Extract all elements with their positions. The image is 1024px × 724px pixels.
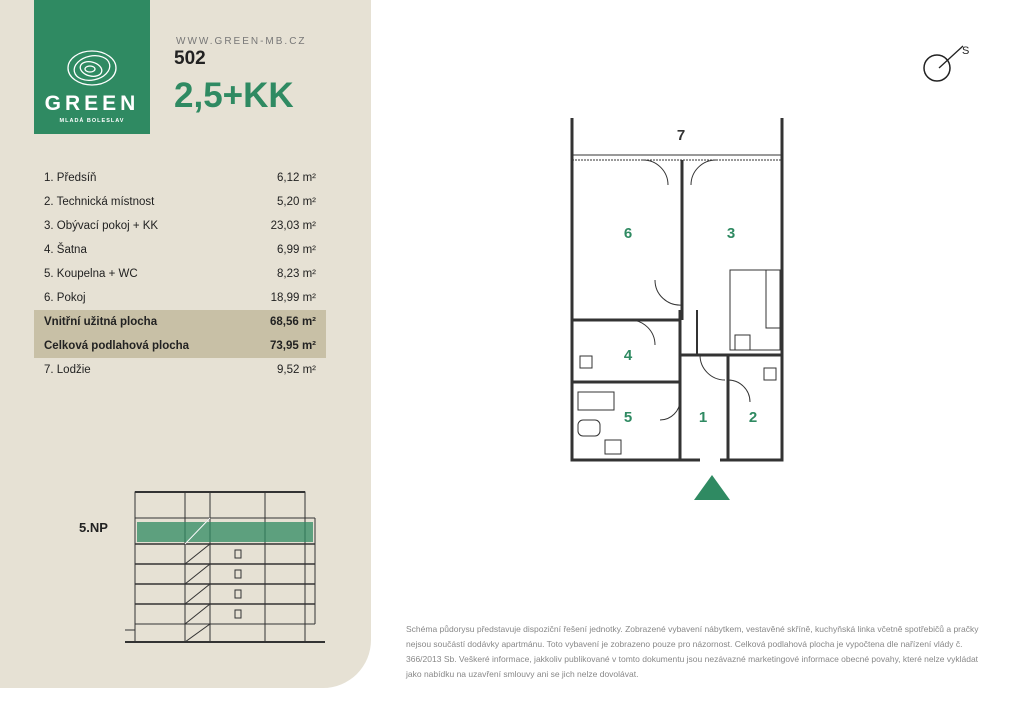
compass-letter: S [962, 45, 970, 57]
room-table [34, 166, 326, 382]
room-label: Vnitřní užitná plocha [44, 316, 158, 328]
brand-name: GREEN [44, 92, 140, 115]
disclaimer-text: Schéma půdorysu představuje dispoziční řešení jednotky. Zobrazené vybavení nábytkem, vestavěné skříně, kuchyňská linka včetně spotřebičů a pračky nejsou součástí dodávky apartmánu. Toto vybavení je zobrazeno pouze pro názornost. Celková podlahová plocha je vypočtena dle nařízení vlády č. 366/2013 Sb. Veškeré informace, jakkoliv publikované v tomto dokumentu jsou nezávazné marketingové informace obecné povahy, které nelze vykládat jako nabídku na uzavření smlouvy ani se jich nelze dovolávat. [406, 624, 979, 679]
room-label: Celková podlahová plocha [44, 340, 190, 352]
room-number: 7 [676, 127, 686, 144]
room-label: 7. Lodžie [44, 364, 91, 376]
leaf-logo-icon [65, 48, 119, 88]
unit-layout: 2,5+KK [174, 76, 294, 115]
website-link[interactable]: WWW.GREEN-MB.CZ [176, 36, 307, 47]
room-area: 6,12 m² [277, 172, 316, 184]
room-area: 18,99 m² [270, 292, 316, 304]
room-row [34, 214, 326, 238]
room-area: 8,23 m² [277, 268, 316, 280]
floor-label: 5.NP [79, 520, 108, 535]
room-row [34, 358, 326, 382]
room-label: 4. Šatna [44, 244, 87, 256]
room-number: 1 [698, 409, 708, 426]
room-area: 6,99 m² [277, 244, 316, 256]
room-number: 5 [623, 409, 633, 426]
room-label: 5. Koupelna + WC [44, 268, 138, 280]
room-label: 6. Pokoj [44, 292, 86, 304]
room-area: 9,52 m² [277, 364, 316, 376]
room-number: 6 [623, 225, 633, 242]
room-row [34, 238, 326, 262]
total-area-row [34, 334, 326, 358]
room-label: 1. Předsíň [44, 172, 97, 184]
info-panel [0, 0, 371, 688]
room-row [34, 286, 326, 310]
room-area: 73,95 m² [269, 340, 316, 352]
room-number: 2 [748, 409, 758, 426]
brand-city: MLADÁ BOLESLAV [59, 118, 125, 124]
room-label: 2. Technická místnost [44, 196, 155, 208]
room-label: 3. Obývací pokoj + KK [44, 220, 159, 232]
room-number: 4 [623, 347, 633, 364]
entrance-arrow-icon [694, 475, 730, 500]
north-compass-icon [917, 40, 977, 90]
room-number: 3 [726, 225, 736, 242]
floor-plan [540, 110, 790, 505]
unit-number: 502 [174, 48, 206, 69]
green-logo [34, 0, 150, 134]
room-area: 5,20 m² [277, 196, 316, 208]
room-row [34, 190, 326, 214]
room-row [34, 166, 326, 190]
building-section-drawing [125, 470, 335, 660]
usable-area-row [34, 310, 326, 334]
room-area: 23,03 m² [270, 220, 316, 232]
room-row [34, 262, 326, 286]
room-area: 68,56 m² [269, 316, 316, 328]
